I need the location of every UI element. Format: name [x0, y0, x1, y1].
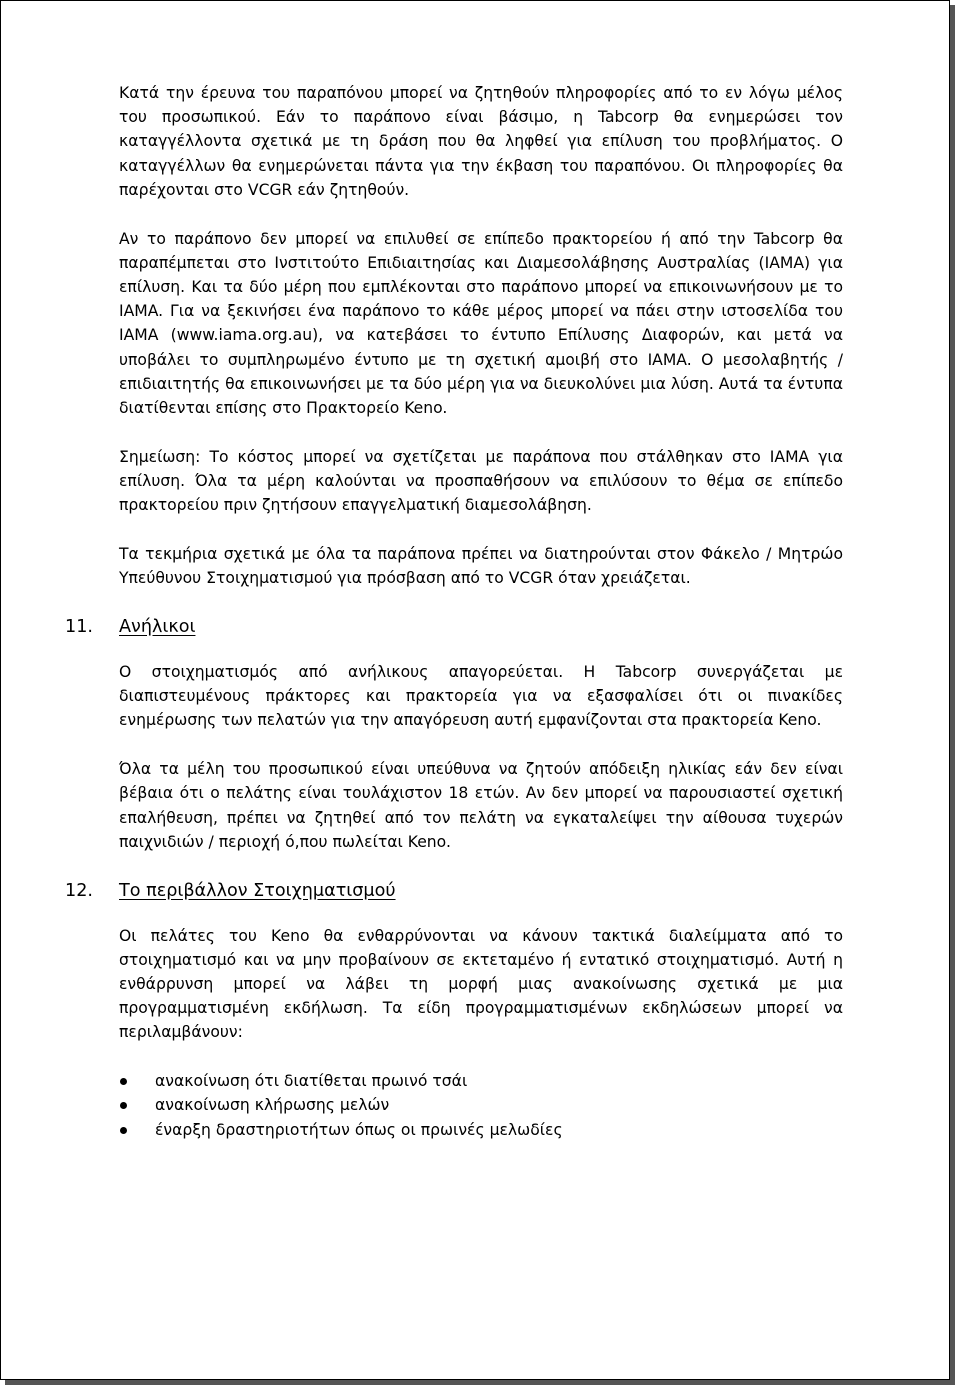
- paragraph-note-costs: Σημείωση: Το κόστος μπορεί να σχετίζεται με παράπονα που στάλθηκαν στο IAMA για επίλυση. Όλα τα μέρη καλούνται να προσπαθήσουν να επιλύσουν το θέμα σε επίπεδο πρακτορείου πριν ζητήσουν επαγγελματική διαμεσολάβηση.: [119, 447, 843, 515]
- paragraph-minors-prohibited: Ο στοιχηματισμός από ανήλικους απαγορεύεται. Η Tabcorp συνεργάζεται με διαπιστευμένους πράκτορες και πρακτορεία για να εξασφαλίσει ότι οι πινακίδες ενημέρωσης των πελατών για την απαγόρευση αυτή εμφανίζονται στα πρακτορεία Keno.: [119, 663, 843, 730]
- document-body: [65, 81, 843, 1142]
- list-item: έναρξη δραστηριοτήτων όπως οι πρωινές μελωδίες: [119, 1118, 843, 1142]
- section-11-number: 11.: [65, 617, 93, 638]
- list-item: ανακοίνωση ότι διατίθεται πρωινό τσάι: [119, 1069, 843, 1093]
- paragraph-complaint-investigation: Κατά την έρευνα του παραπόνου μπορεί να ζητηθούν πληροφορίες από το εν λόγω μέλος του προσωπικού. Εάν το παράπονο είναι βάσιμο, η Tabcorp θα ενημερώσει τον καταγγέλλοντα σχετικά με τη δράση που θα ληφθεί για επίλυση του προβλήματος. Ο καταγγέλλων θα ενημερώνεται πάντα για την έκβαση του παραπόνου. Οι πληροφορίες θα παρέχονται στο VCGR εάν ζητηθούν.: [119, 84, 843, 199]
- list-item: ανακοίνωση κλήρωσης μελών: [119, 1093, 843, 1117]
- paragraph-records: Τα τεκμήρια σχετικά με όλα τα παράπονα πρέπει να διατηρούνται στον Φάκελο / Μητρώο Υπεύθυνου Στοιχηματισμού για πρόσβαση από το VCGR όταν χρειάζεται.: [119, 545, 843, 588]
- scheduled-events-list: [119, 1069, 843, 1142]
- section-12-heading: [65, 879, 843, 903]
- section-11-title: Ανήλικοι: [119, 617, 196, 638]
- paragraph-breaks: Οι πελάτες του Keno θα ενθαρρύνονται να κάνουν τακτικά διαλείμματα από το στοιχηματισμό και να μην προβαίνουν σε εκτεταμένο ή εντατικό στοιχηματισμό. Αυτή η ενθάρρυνση μπορεί να λάβει τη μορφή μιας ανακοίνωσης σχετικά με μια προγραμματισμένη εκδήλωση. Τα είδη προγραμματισμένων εκδηλώσεων μπορεί να περιλαμβάνουν:: [119, 926, 843, 1042]
- paragraph-proof-of-age: Όλα τα μέλη του προσωπικού είναι υπεύθυνα να ζητούν απόδειξη ηλικίας εάν δεν είναι βέβαια ότι ο πελάτης είναι τουλάχιστον 18 ετών. Αν δεν μπορεί να παρουσιαστεί σχετική επαλήθευση, πρέπει να ζητηθεί από τον πελάτη να εγκαταλείψει την αίθουσα τυχερών παιχνιδιών / περιοχή ό,που πωλείται Keno.: [119, 760, 843, 851]
- bullet-icon: [120, 1102, 127, 1109]
- section-12-title: Το περιβάλλον Στοιχηματισμού: [119, 880, 396, 901]
- section-12-number: 12.: [65, 880, 93, 901]
- paragraph-iama-referral: Αν το παράπονο δεν μπορεί να επιλυθεί σε επίπεδο πρακτορείου ή από την Tabcorp θα παραπέμπεται στο Ινστιτούτο Επιδιαιτησίας και Διαμεσολάβησης Αυστραλίας (IAMA) για επίλυση. Και τα δύο μέρη που εμπλέκονται στο παράπονο μπορεί να επικοινωνήσουν με το IAMA. Για να ξεκινήσει ένα παράπονο το κάθε μέρος μπορεί να πάει στην ιστοσελίδα του IAMA (www.iama.org.au), να κατεβάσει το έντυπο Επίλυσης Διαφορών, και μετά να υποβάλει το συμπληρωμένο έντυπο με τη σχετική αμοιβή στο IAMA. Ο μεσολαβητής / επιδιαιτητής θα επικοινωνήσει με τα δύο μέρη για να διευκολύνει μια λύση. Αυτά τα έντυπα διατίθενται επίσης στο Πρακτορείο Keno.: [119, 229, 843, 418]
- bullet-icon: [120, 1127, 127, 1134]
- bullet-icon: [120, 1078, 127, 1085]
- section-11-heading: [65, 615, 843, 639]
